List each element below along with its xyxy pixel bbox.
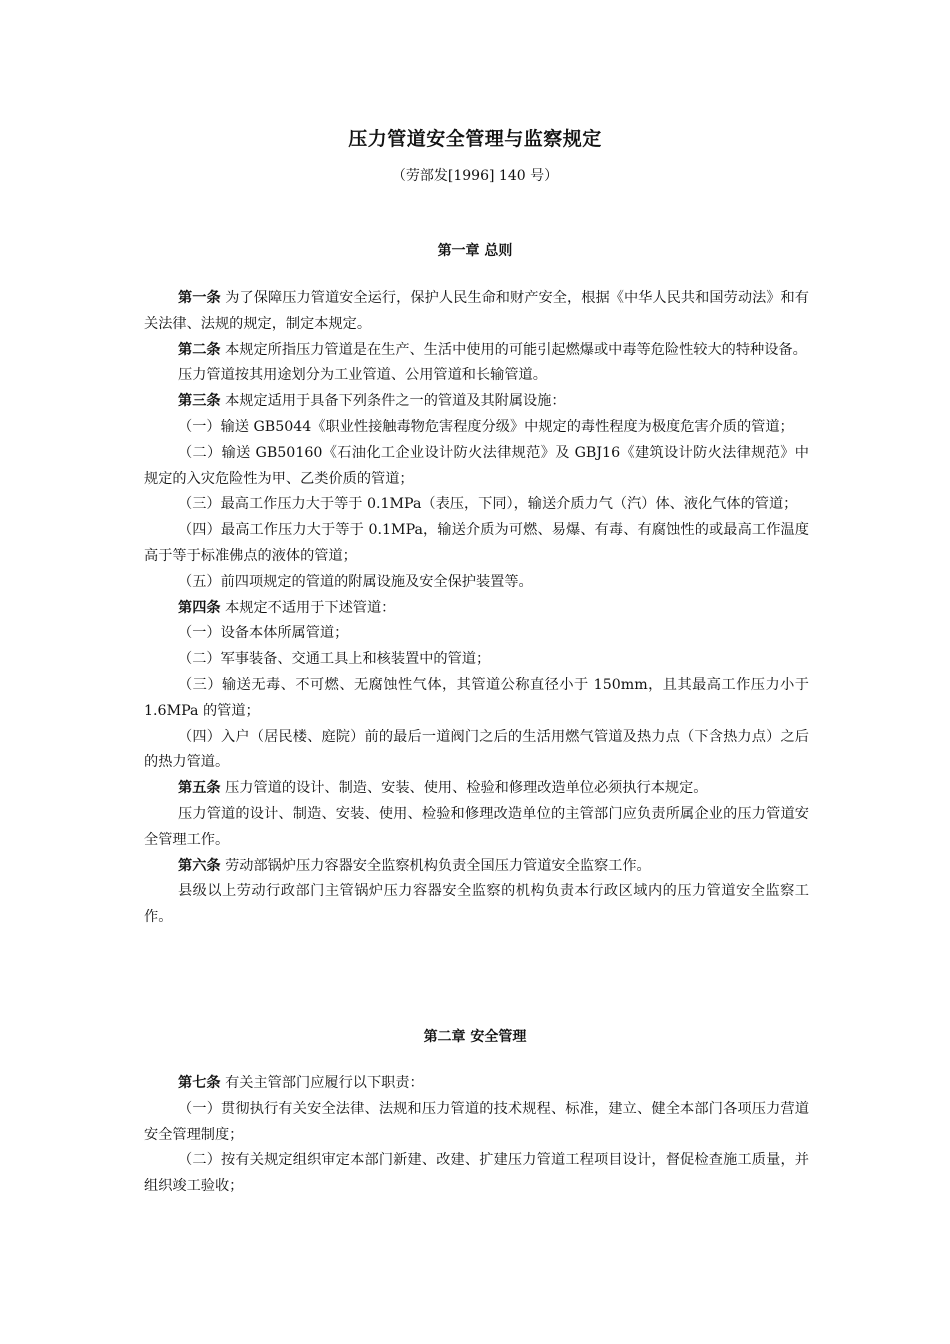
paragraph xyxy=(144,570,809,596)
paragraph xyxy=(144,363,809,389)
paragraph-text: 为了保障压力管道安全运行，保护人民生命和财产安全，根据《中华人民共和国劳动法》和有关法律、法规的规定，制定本规定。 xyxy=(144,290,809,332)
article-label: 第一条 xyxy=(178,290,221,306)
paragraph xyxy=(144,518,809,570)
paragraph xyxy=(144,802,809,854)
paragraph xyxy=(144,596,809,622)
paragraph-text: （二）按有关规定组织审定本部门新建、改建、扩建压力管道工程项目设计，督促检查施工质量，并组织竣工验收； xyxy=(144,1152,809,1195)
paragraph-text: 压力管道的设计、制造、安装、使用、检验和修理改造单位的主管部门应负责所属企业的压力管道安全管理工作。 xyxy=(144,805,809,848)
paragraph-text: 县级以上劳动行政部门主管锅炉压力容器安全监察的机构负责本行政区域内的压力管道安全监察工作。 xyxy=(144,883,809,926)
article-label: 第六条 xyxy=(178,857,221,874)
paragraph-text: 本规定所指压力管道是在生产、生活中使用的可能引起燃爆或中毒等危险性较大的特种设备。 xyxy=(220,341,807,358)
chapter-2-body xyxy=(144,1071,809,1200)
paragraph xyxy=(144,776,809,802)
paragraph-text: 压力管道的设计、制造、安装、使用、检验和修理改造单位必须执行本规定。 xyxy=(220,780,708,797)
paragraph xyxy=(144,647,809,673)
chapter-heading-2: 第二章 安全管理 xyxy=(423,1029,527,1045)
paragraph xyxy=(144,286,809,338)
paragraph-text: （一）贯彻执行有关安全法律、法规和压力管道的技术规程、标准，建立、健全本部门各项压力营道安全管理制度； xyxy=(144,1100,809,1143)
chapter-heading-1: 第一章 总则 xyxy=(437,243,513,259)
paragraph-text: （五）前四项规定的管道的附属设施及安全保护装置等。 xyxy=(178,573,533,590)
article-label: 第二条 xyxy=(178,341,221,358)
paragraph-text: 劳动部锅炉压力容器安全监察机构负责全国压力管道安全监察工作。 xyxy=(220,857,651,874)
paragraph xyxy=(144,1071,809,1097)
chapter-1-body xyxy=(144,286,809,931)
paragraph-text: （三）输送无毒、不可燃、无腐蚀性气体，其管道公称直径小于 150mm，且其最高工作压力小于 1.6MPa 的管道； xyxy=(144,676,809,719)
paragraph xyxy=(144,1148,809,1200)
article-label: 第四条 xyxy=(178,599,221,616)
paragraph xyxy=(144,725,809,777)
paragraph xyxy=(144,673,809,725)
paragraph xyxy=(144,1097,809,1149)
paragraph xyxy=(144,492,809,518)
paragraph-text: （二）军事装备、交通工具上和核装置中的管道； xyxy=(178,651,491,668)
paragraph-text: （三）最高工作压力大于等于 0.1MPa（表压，下同），输送介质力气（汽）体、液化气体的管道； xyxy=(178,496,798,513)
paragraph xyxy=(144,621,809,647)
paragraph xyxy=(144,879,809,931)
paragraph-text: （四）最高工作压力大于等于 0.1MPa，输送介质为可燃、易爆、有毒、有腐蚀性的或最高工作温度高于等于标准佛点的液体的管道； xyxy=(144,522,809,564)
article-label: 第三条 xyxy=(178,393,221,410)
paragraph-text: （一）输送 GB5044《职业性接触毒物危害程度分级》中规定的毒性程度为极度危害介质的管道； xyxy=(178,418,794,435)
article-label: 第五条 xyxy=(178,780,221,797)
paragraph-text: 本规定不适用于下述管道： xyxy=(220,599,396,616)
document-subtitle: （劳部发[1996] 140 号） xyxy=(391,168,559,184)
paragraph-text: （一）设备本体所属管道； xyxy=(178,625,349,642)
paragraph xyxy=(144,854,809,880)
paragraph-text: 压力管道按其用途划分为工业管道、公用管道和长输管道。 xyxy=(178,367,547,384)
paragraph xyxy=(144,441,809,493)
article-label: 第七条 xyxy=(178,1075,221,1091)
paragraph-text: 本规定适用于具备下列条件之一的管道及其附属设施： xyxy=(220,393,566,410)
paragraph-text: 有关主管部门应履行以下职责： xyxy=(220,1075,424,1091)
paragraph-text: （二）输送 GB50160《石油化工企业设计防火法律规范》及 GBJ16《建筑设计防火法律规范》中规定的入灾危险性为甲、乙类价质的管道； xyxy=(144,444,809,487)
document-title: 压力管道安全管理与监察规定 xyxy=(348,128,602,150)
paragraph-text: （四）入户（居民楼、庭院）前的最后一道阀门之后的生活用燃气管道及热力点（下含热力点）之后的热力管道。 xyxy=(144,728,809,771)
paragraph xyxy=(144,338,809,364)
paragraph xyxy=(144,389,809,415)
paragraph xyxy=(144,415,809,441)
